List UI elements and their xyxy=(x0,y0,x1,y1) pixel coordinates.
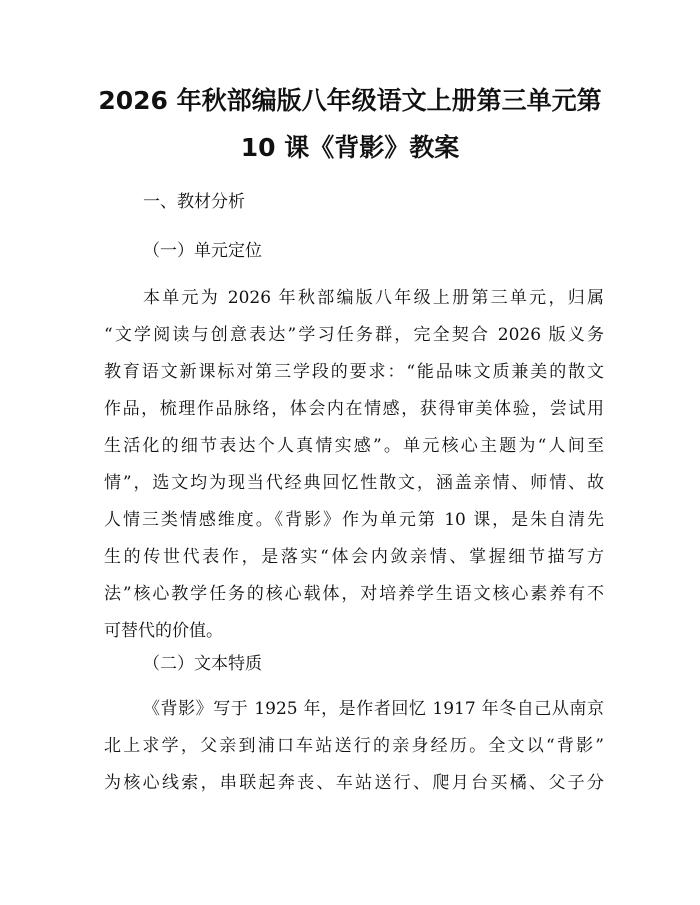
subsection-heading-text-characteristics: （二）文本特质 xyxy=(143,654,262,674)
paragraph-line: 《背影》写于 1925 年，是作者回忆 1917 年冬自己从南京 xyxy=(143,699,604,719)
paragraph-line: 本单元为 2026 年秋部编版八年级上册第三单元，归属 xyxy=(143,288,604,308)
paragraph-line: “文学阅读与创意表达”学习任务群，完全契合 2026 版义务 xyxy=(104,325,604,345)
paragraph-line: 生活化的细节表达个人真情实感”。单元核心主题为“人间至 xyxy=(104,436,604,456)
paragraph-line: 人情三类情感维度。《背影》作为单元第 10 课，是朱自清先 xyxy=(104,510,604,530)
paragraph-line: 为核心线索，串联起奔丧、车站送行、爬月台买橘、父子分 xyxy=(104,773,604,793)
paragraph-line: 可替代的价值。 xyxy=(104,621,223,641)
document-title-line-2: 10 课《背影》教案 xyxy=(240,133,460,162)
paragraph-line: 法”核心教学任务的核心载体，对培养学生语文核心素养有不 xyxy=(104,584,604,604)
paragraph-text-characteristics xyxy=(104,691,604,802)
subsection-heading-unit-positioning: （一）单元定位 xyxy=(143,241,262,261)
paragraph-line: 教育语文新课标对第三学段的要求：“能品味文质兼美的散文 xyxy=(104,362,604,382)
paragraph-line: 作品，梳理作品脉络，体会内在情感，获得审美体验，尝试用 xyxy=(104,399,604,419)
paragraph-line: 北上求学，父亲到浦口车站送行的亲身经历。全文以“背影” xyxy=(104,736,604,756)
document-title-line-1: 2026 年秋部编版八年级语文上册第三单元第 xyxy=(98,86,602,115)
paragraph-line: 生的传世代表作，是落实“体会内敛亲情、掌握细节描写方 xyxy=(104,547,604,567)
paragraph-line: 情”，选文均为现当代经典回忆性散文，涵盖亲情、师情、故 xyxy=(104,473,604,493)
paragraph-unit-positioning xyxy=(104,280,604,650)
section-heading-textbook-analysis: 一、教材分析 xyxy=(143,192,245,212)
